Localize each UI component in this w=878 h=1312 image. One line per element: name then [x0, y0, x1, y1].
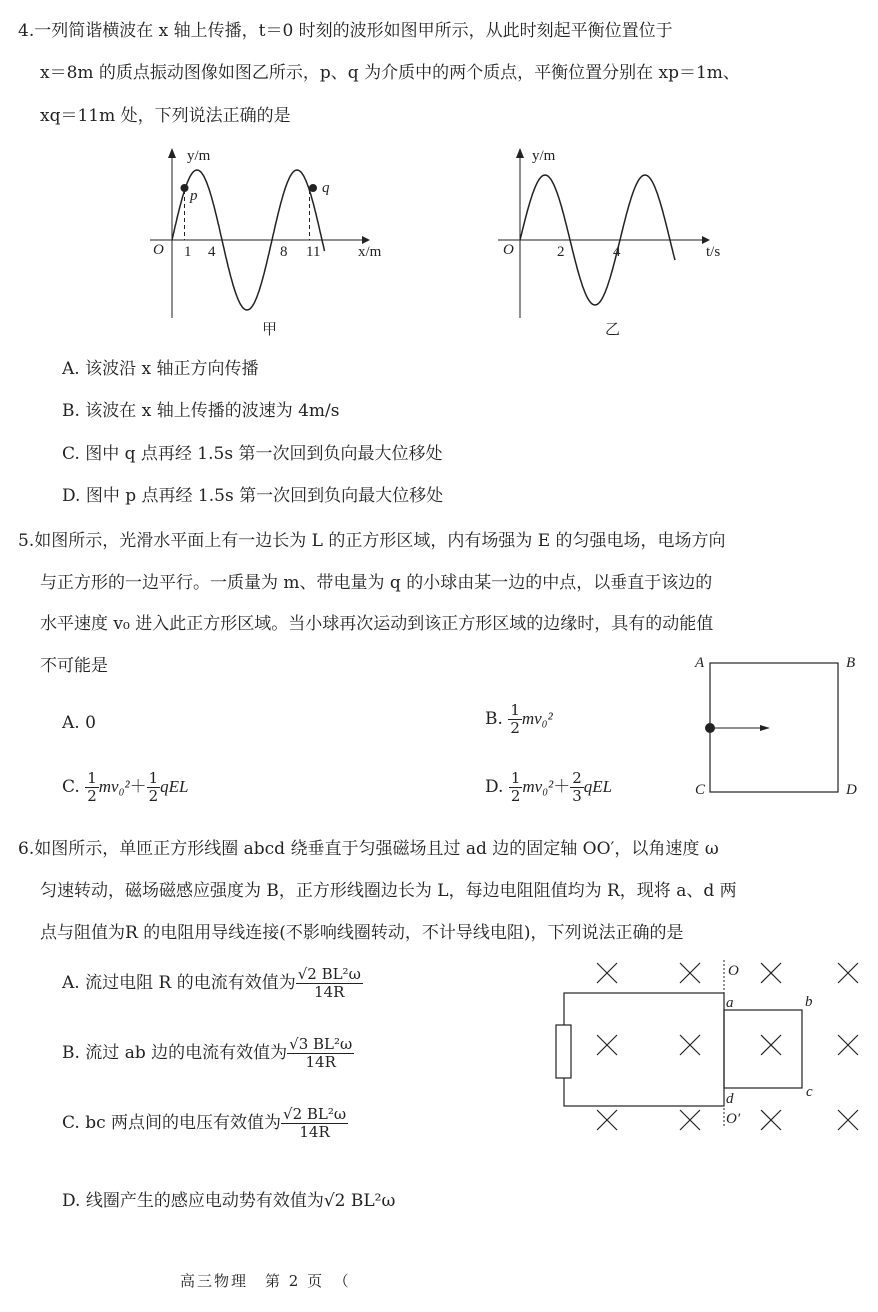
- cross-icon: [597, 963, 617, 983]
- t-label: t/s: [706, 244, 721, 260]
- cross-icon: [597, 1035, 617, 1055]
- tick-4s: 4: [613, 244, 621, 260]
- y-label-b: y/m: [532, 148, 556, 164]
- origin-label: O: [153, 242, 164, 258]
- cross-icon: [838, 1110, 858, 1130]
- cross-icon: [761, 1035, 781, 1055]
- label-q: q: [322, 180, 330, 196]
- cross-icon: [838, 1035, 858, 1055]
- cross-icon: [680, 963, 700, 983]
- svg-text:A: A: [695, 655, 705, 671]
- q5-stem-line-2: 与正方形的一边平行。一质量为 m、带电量为 q 的小球由某一边的中点，以垂直于该边的: [40, 573, 713, 593]
- resistor-R: [556, 1025, 571, 1078]
- svg-text:d: d: [726, 1091, 734, 1107]
- tick-8: 8: [280, 244, 288, 260]
- tick-11: 11: [306, 244, 321, 260]
- q5-option-c: C. $\frac{1}{2}$ mv₀²＋ $\frac{1}{2}$ qEL: [62, 769, 189, 805]
- coil-abcd: [724, 1010, 802, 1088]
- svg-text:O: O: [728, 963, 739, 979]
- cross-icon: [680, 1035, 700, 1055]
- caption-jia: 甲: [262, 322, 278, 338]
- tick-1: 1: [184, 244, 192, 260]
- outer-circuit: [564, 993, 724, 1106]
- tick-2: 2: [557, 244, 565, 260]
- label-p: p: [190, 188, 198, 204]
- q6-stem-line-2: 匀速转动，磁场磁感应强度为 B，正方形线圈边长为 L，每边电阻阻值均为 R，现将 a、d 两: [40, 881, 737, 901]
- y-label: y/m: [187, 148, 211, 164]
- q4-option-b: B. 该波在 x 轴上传播的波速为 4m/s: [62, 401, 340, 421]
- svg-text:O′: O′: [726, 1111, 741, 1127]
- q6-stem-line-3: 点与阻值为R 的电阻用导线连接(不影响线圈转动，不计导线电阻)，下列说法正确的是: [40, 923, 684, 943]
- origin-label-b: O: [503, 242, 514, 258]
- svg-text:B: B: [846, 655, 856, 671]
- q5-stem-line-3: 水平速度 v₀ 进入此正方形区域。当小球再次运动到该正方形区域的边缘时，具有的动能值: [40, 614, 714, 634]
- q4-stem-line-3: xq＝11m 处，下列说法正确的是: [40, 106, 291, 126]
- q6-option-a: A. 流过电阻 R 的电流有效值为 $\frac{\text{√2 BL²ω}}{14R}$: [62, 965, 361, 1001]
- cross-icon: [680, 1110, 700, 1130]
- svg-text:a: a: [726, 995, 734, 1011]
- svg-text:c: c: [806, 1084, 813, 1100]
- q5-option-b: B. $\frac{1}{2}$ mv₀²: [485, 701, 553, 737]
- cross-icon: [761, 963, 781, 983]
- caption-yi: 乙: [605, 322, 621, 338]
- svg-text:D: D: [846, 782, 857, 798]
- q6-stem-line-1: 6.如图所示，单匝正方形线圈 abcd 绕垂直于匀强磁场且过 ad 边的固定轴 OO′，以角速度 ω: [18, 839, 719, 859]
- exam-page: 4.一列简谐横波在 x 轴上传播，t＝0 时刻的波形如图甲所示，从此时刻起平衡位置位于 x＝8m 的质点振动图像如图乙所示，p、q 为介质中的两个质点，平衡位置分别在 xp＝1m、 xq＝11m 处，下列说法正确的是 y/m x/m O 1 4 8 11 p q 甲 y/m t/s O 2 4 乙 A. 该波沿 x 轴正方向传播 B. 该波在 x 轴上传播的波速为 4m/s C. 图中 q 点再经 1.5s 第一次回到负向最大位移处 D. 图中 p 点再经 1.5s 第一次回到负向最大位移处 5.如图所示，光滑水平面上有一边长为 L 的正方形区域，内有场强为 E 的匀强电场，电场方向 与正方形的一边平行。一质量为 m、带电量为 q 的小球由某一边的中点，以垂直于该边的 水平速度 v₀ 进入此正方形区域。当小球再次运动到该正方形区域的边缘时，具有的动能值 不可能是 A. 0 B. $\frac{1}{2}$ mv₀² C. $\frac{1}{2}$ mv₀²＋ $\frac{1}{2}$ qEL D. $\frac{1}{2}$ mv₀²＋ $\frac{2}{3}$ qEL A B C D 6.如图所示，单匝正方形线圈 abcd 绕垂直于匀强磁场且过 ad 边的固定轴 OO′，以角速度 ω 匀速转动，磁场磁感应强度为 B，正方形线圈边长为 L，每边电阻阻值均为 R，现将 a、d 两 点与阻值为R 的电阻用导线连接(不影响线圈转动，不计导线电阻)，下列说法正确的是 A. 流过电阻 R 的电流有效值为 $\frac{\text{√2 BL²ω}}{14R}$ B. 流过 ab 边的电流有效值为 $\frac{\text{√3 BL²ω}}{14R}$ C. bc 两点间的电压有效值为 $\frac{\text{√2 BL²ω}}{14R}$ D. 线圈产生的感应电动势有效值为√2 BL²ω O O′ a b c d 高三物理 第 2 页 （: [0, 0, 878, 1312]
- q6-option-b: B. 流过 ab 边的电流有效值为 $\frac{\text{√3 BL²ω}}{14R}$: [62, 1035, 353, 1071]
- q4-option-c: C. 图中 q 点再经 1.5s 第一次回到负向最大位移处: [62, 444, 443, 464]
- q5-stem-line-1: 5.如图所示，光滑水平面上有一边长为 L 的正方形区域，内有场强为 E 的匀强电场，电场方向: [18, 531, 726, 551]
- q6-option-d: D. 线圈产生的感应电动势有效值为√2 BL²ω: [62, 1191, 396, 1211]
- q4-stem-line-1: 4.一列简谐横波在 x 轴上传播，t＝0 时刻的波形如图甲所示，从此时刻起平衡位置位于: [18, 21, 673, 41]
- cross-icon: [597, 1110, 617, 1130]
- q5-stem-line-4: 不可能是: [40, 656, 108, 676]
- q4-option-a: A. 该波沿 x 轴正方向传播: [62, 359, 259, 379]
- cross-icon: [761, 1110, 781, 1130]
- q5-option-a: A. 0: [62, 713, 96, 733]
- x-label: x/m: [358, 244, 382, 260]
- svg-text:b: b: [805, 994, 813, 1010]
- svg-text:C: C: [695, 782, 706, 798]
- q4-stem-line-2: x＝8m 的质点振动图像如图乙所示，p、q 为介质中的两个质点，平衡位置分别在 xp＝1m、: [40, 63, 740, 83]
- cross-icon: [838, 963, 858, 983]
- q4-option-d: D. 图中 p 点再经 1.5s 第一次回到负向最大位移处: [62, 486, 444, 506]
- q6-option-c: C. bc 两点间的电压有效值为 $\frac{\text{√2 BL²ω}}{14R}$: [62, 1105, 347, 1141]
- tick-4: 4: [208, 244, 216, 260]
- q5-option-d: D. $\frac{1}{2}$ mv₀²＋ $\frac{2}{3}$ qEL: [485, 769, 613, 805]
